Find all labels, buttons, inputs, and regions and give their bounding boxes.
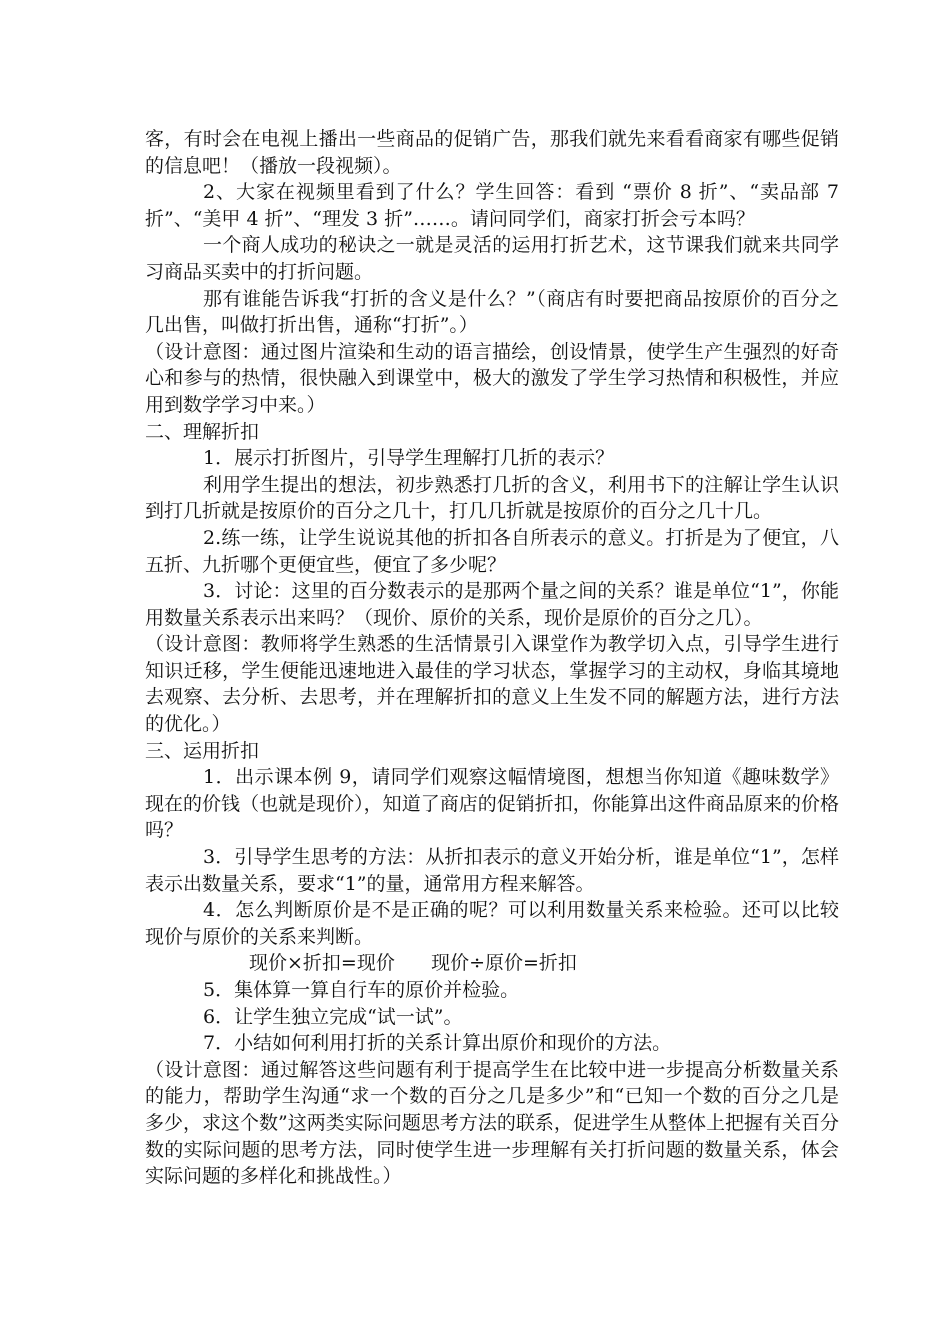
intro-paragraph: 客，有时会在电视上播出一些商品的促销广告，那我们就先来看看商家有哪些促销的信息吧！（播放一段视频）。 (145, 128, 839, 177)
item-guide-thinking: 3．引导学生思考的方法：从折扣表示的意义开始分析，谁是单位“1”，怎样表示出数量关系，要求“1”的量，通常用方程来解答。 (145, 846, 839, 895)
item-summary: 7．小结如何利用打折的关系计算出原价和现价的方法。 (203, 1032, 672, 1055)
paragraph-student-ideas: 利用学生提出的想法，初步熟悉打几折的含义，利用书下的注解让学生认识到打几折就是按原价的百分之几十，打几几折就是按原价的百分之几十几。 (145, 473, 839, 523)
section-heading-understand-discount: 二、理解折扣 (145, 420, 260, 443)
section-heading-apply-discount: 三、运用折扣 (145, 739, 260, 762)
item-practice: 2.练一练，让学生说说其他的折扣各自所表示的意义。打折是为了便宜，八五折、九折哪个更便宜些，便宜了多少呢？ (145, 526, 839, 576)
item-check-price: 4．怎么判断原价是不是正确的呢？可以利用数量关系来检验。还可以比较现价与原价的关系来判断。 (145, 899, 839, 948)
document-page (145, 126, 839, 1190)
paragraph-merchant-secret: 一个商人成功的秘诀之一就是灵活的运用打折艺术，这节课我们就来共同学习商品买卖中的打折问题。 (145, 234, 839, 283)
paragraph-discount-meaning: 那有谁能告诉我“打折的含义是什么？”（商店有时要把商品按原价的百分之几出售，叫做打折出售，通称“打折”。） (145, 287, 839, 337)
design-intent-3: （设计意图：通过解答这些问题有利于提高学生在比较中进一步提高分析数量关系的能力，帮助学生沟通“求一个数的百分之几是多少”和“已知一个数的百分之几是多少，求这个数”这两类实际问题思考方法的联系，促进学生从整体上把握有关百分数的实际问题的思考方法，同时使学生进一步理解有关打折问题的数量关系，体会实际问题的多样化和挑战性。） (145, 1058, 839, 1188)
paragraph-video-question: 2、大家在视频里看到了什么？学生回答：看到 “票价 8 折”、“卖品部 7 折”、“美甲 4 折”、“理发 3 折”……。请问同学们，商家打折会亏本吗？ (145, 181, 839, 230)
design-intent-1: （设计意图：通过图片渲染和生动的语言描绘，创设情景，使学生产生强烈的好奇心和参与的热情，很快融入到课堂中，极大的激发了学生学习热情和积极性，并应用到数学学习中来。） (145, 340, 839, 416)
item-show-pictures: 1．展示打折图片，引导学生理解打几折的表示？ (203, 447, 615, 470)
item-example-9: 1．出示课本例 9，请同学们观察这幅情境图，想想当你知道《趣味数学》现在的价钱（也就是现价），知道了商店的促销折扣，你能算出这件商品原来的价格吗？ (145, 766, 839, 842)
item-try-it: 6．让学生独立完成“试一试”。 (203, 1005, 463, 1028)
item-discussion: 3．讨论：这里的百分数表示的是那两个量之间的关系？谁是单位“1”，你能用数量关系表示出来吗？（现价、原价的关系，现价是原价的百分之几）。 (145, 580, 839, 629)
design-intent-2: （设计意图：教师将学生熟悉的生活情景引入课堂作为教学切入点，引导学生进行知识迁移，学生便能迅速地进入最佳的学习状态，掌握学习的主动权，身临其境地去观察、去分析、去思考，并在理解折扣的意义上生发不同的解题方法，进行方法的优化。） (145, 633, 839, 736)
item-bicycle-price: 5．集体算一算自行车的原价并检验。 (203, 979, 520, 1001)
formula-line: 现价×折扣=现价 现价÷原价=折扣 (249, 952, 577, 975)
